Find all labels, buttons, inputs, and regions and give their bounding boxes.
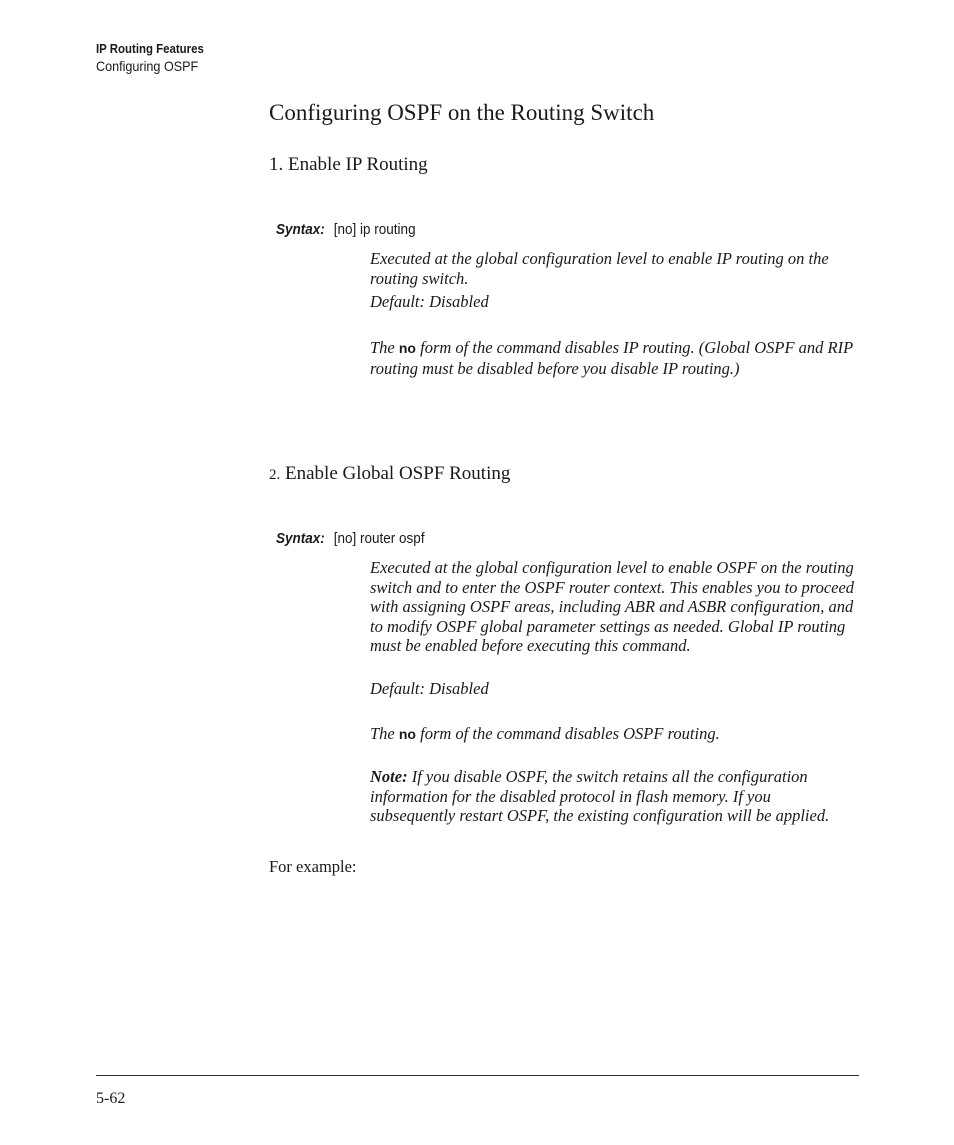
footer-rule (96, 1075, 859, 1076)
step1-no-keyword: no (398, 340, 416, 356)
step1-syntax-command: [no] ip routing (333, 221, 416, 238)
step1-no-form-post: form of the command disables IP routing. (Global OSPF and RIP routing must be disabled before you disable IP routing.) (370, 338, 853, 378)
example-intro: For example: (269, 857, 357, 876)
step2-syntax (276, 530, 425, 547)
step1-heading: 1. Enable IP Routing (269, 154, 428, 175)
step1-no-form-pre: The (370, 338, 399, 357)
step1-default: Default: Disabled (370, 292, 489, 311)
step2-heading-number: 2. (269, 467, 281, 483)
running-header-section: Configuring OSPF (96, 58, 199, 74)
step1-no-form (370, 338, 860, 378)
step2-no-form-post: form of the command disables OSPF routing. (415, 724, 720, 743)
step2-note (370, 767, 860, 826)
step1-description: Executed at the global configuration level to enable IP routing on the routing switch. (370, 249, 829, 288)
step1-syntax-label: Syntax: (276, 221, 325, 238)
step2-default: Default: Disabled (370, 679, 489, 698)
step2-syntax-command: [no] router ospf (333, 530, 425, 547)
step1-syntax (276, 221, 416, 238)
page-number: 5-62 (96, 1090, 126, 1107)
page-title: Configuring OSPF on the Routing Switch (269, 100, 655, 125)
step2-description: Executed at the global configuration level to enable OSPF on the routing switch and to enter the OSPF router context. This enables you to proceed with assigning OSPF areas, including ABR and ASBR configuration, and to modify OSPF global parameter settings as needed. Global IP routing must be enabled before executing this command. (370, 558, 855, 655)
step2-no-form-pre: The (370, 724, 399, 743)
step2-heading (269, 463, 510, 485)
step2-syntax-label: Syntax: (276, 530, 325, 547)
note-text: If you disable OSPF, the switch retains all the configuration information for the disabled protocol in flash memory. If you subsequently restart OSPF, the existing configuration will be applied. (370, 767, 830, 825)
step2-no-form (370, 724, 860, 745)
running-header-chapter: IP Routing Features (96, 41, 204, 56)
note-label: Note: (370, 767, 408, 786)
step2-no-keyword: no (398, 726, 416, 742)
step2-heading-text: Enable Global OSPF Routing (280, 463, 511, 484)
